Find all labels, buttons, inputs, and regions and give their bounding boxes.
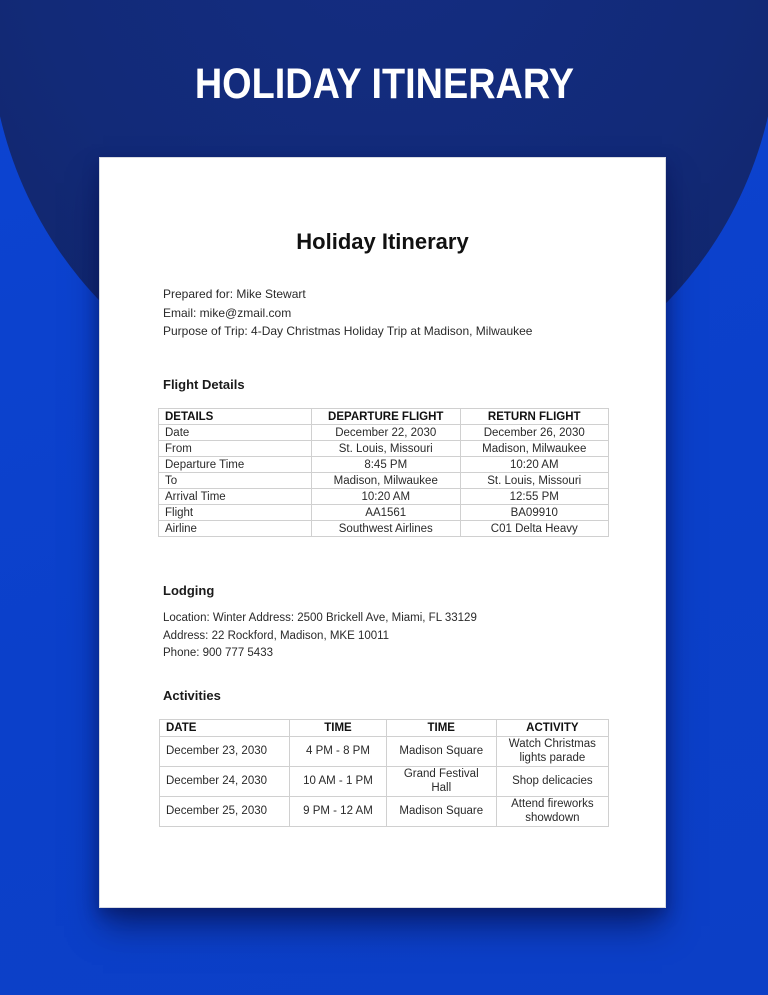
document-title: Holiday Itinerary — [296, 229, 469, 254]
lodging-heading: Lodging — [163, 583, 215, 598]
flight-details-table — [158, 408, 609, 537]
table-row — [159, 473, 609, 489]
table-cell: 10 AM - 1 PM — [290, 767, 387, 797]
table-cell: To — [159, 473, 312, 489]
table-cell: Arrival Time — [159, 489, 312, 505]
table-cell: 10:20 AM — [312, 489, 461, 505]
table-cell: December 24, 2030 — [160, 767, 290, 797]
table-row — [160, 737, 609, 767]
table-row — [160, 797, 609, 827]
table-cell: Madison, Milwaukee — [312, 473, 461, 489]
meta-email: Email: mike@zmail.com — [163, 305, 292, 320]
table-row — [159, 425, 609, 441]
table-header-row — [159, 409, 609, 425]
table-header-cell: DATE — [160, 720, 290, 737]
table-cell: Madison Square — [386, 737, 496, 767]
lodging-address: Address: 22 Rockford, Madison, MKE 10011 — [163, 629, 390, 642]
table-header-cell: RETURN FLIGHT — [460, 409, 609, 425]
table-cell: 4 PM - 8 PM — [290, 737, 387, 767]
table-cell: Watch Christmas lights parade — [496, 737, 608, 767]
table-header-row — [160, 720, 609, 737]
table-row — [159, 457, 609, 473]
flight-details-heading: Flight Details — [163, 377, 245, 392]
banner-title-text: HOLIDAY ITINERARY — [194, 60, 574, 108]
table-cell: Southwest Airlines — [312, 521, 461, 537]
table-header-cell: TIME — [386, 720, 496, 737]
document-meta — [163, 285, 625, 341]
table-header-cell: DETAILS — [159, 409, 312, 425]
activities-table — [159, 719, 609, 827]
table-cell: Attend fireworks showdown — [496, 797, 608, 827]
itinerary-document — [99, 157, 666, 908]
table-row — [160, 767, 609, 797]
table-cell: Date — [159, 425, 312, 441]
table-row — [159, 489, 609, 505]
table-cell: 10:20 AM — [460, 457, 609, 473]
banner-title — [0, 60, 768, 108]
meta-purpose: Purpose of Trip: 4-Day Christmas Holiday Trip at Madison, Milwaukee — [163, 324, 533, 338]
table-cell: St. Louis, Missouri — [460, 473, 609, 489]
lodging-details — [163, 610, 625, 663]
table-cell: Shop delicacies — [496, 767, 608, 797]
table-cell: 12:55 PM — [460, 489, 609, 505]
table-row — [159, 505, 609, 521]
table-row — [159, 521, 609, 537]
table-cell: Grand Festival Hall — [386, 767, 496, 797]
table-cell: C01 Delta Heavy — [460, 521, 609, 537]
lodging-phone: Phone: 900 777 5433 — [163, 647, 273, 659]
table-cell: 9 PM - 12 AM — [290, 797, 387, 827]
table-cell: December 23, 2030 — [160, 737, 290, 767]
table-header-cell: TIME — [290, 720, 387, 737]
table-cell: 8:45 PM — [312, 457, 461, 473]
table-cell: Madison, Milwaukee — [460, 441, 609, 457]
lodging-location: Location: Winter Address: 2500 Brickell Ave, Miami, FL 33129 — [163, 612, 477, 624]
table-cell: From — [159, 441, 312, 457]
table-header-cell: DEPARTURE FLIGHT — [312, 409, 461, 425]
table-cell: December 26, 2030 — [460, 425, 609, 441]
table-cell: St. Louis, Missouri — [312, 441, 461, 457]
meta-prepared-for: Prepared for: Mike Stewart — [163, 287, 306, 301]
table-cell: Airline — [159, 521, 312, 537]
table-cell: BA09910 — [460, 505, 609, 521]
table-header-cell: ACTIVITY — [496, 720, 608, 737]
table-cell: AA1561 — [312, 505, 461, 521]
table-cell: December 25, 2030 — [160, 797, 290, 827]
table-cell: Madison Square — [386, 797, 496, 827]
activities-heading: Activities — [163, 688, 221, 703]
table-cell: December 22, 2030 — [312, 425, 461, 441]
table-cell: Departure Time — [159, 457, 312, 473]
table-row — [159, 441, 609, 457]
table-cell: Flight — [159, 505, 312, 521]
